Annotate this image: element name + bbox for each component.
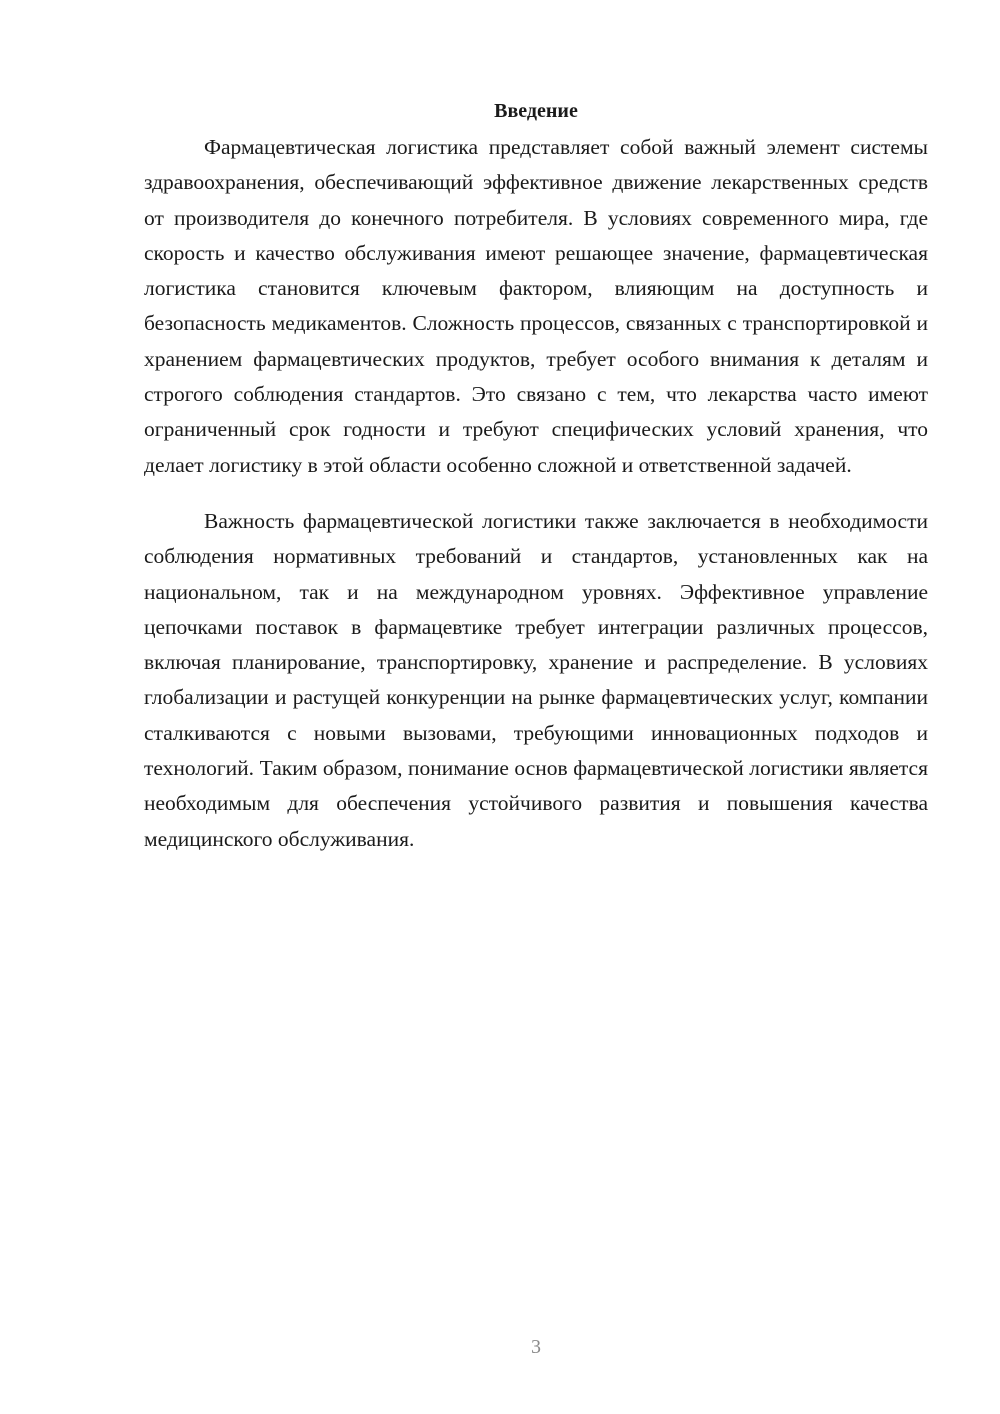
- page-number: 3: [531, 1336, 541, 1358]
- paragraph-1: Фармацевтическая логистика представляет собой важный элемент системы здравоохранения, обеспечивающий эффективное движение лекарственных средств от производителя до конечного потребителя. В условиях современного мира, где скорость и качество обслуживания имеют решающее значение, фармацевтическая логистика становится ключевым фактором, влияющим на доступность и безопасность медикаментов. Сложность процессов, связанных с транспортировкой и хранением фармацевтических продуктов, требует особого внимания к деталям и строгого соблюдения стандартов. Это связано с тем, что лекарства часто имеют ограниченный срок годности и требуют специфических условий хранения, что делает логистику в этой области особенно сложной и ответственной задачей.: [144, 135, 928, 477]
- paragraph-2: Важность фармацевтической логистики также заключается в необходимости соблюдения нормативных требований и стандартов, установленных как на национальном, так и на международном уровнях. Эффективное управление цепочками поставок в фармацевтике требует интеграции различных процессов, включая планирование, транспортировку, хранение и распределение. В условиях глобализации и растущей конкуренции на рынке фармацевтических услуг, компании сталкиваются с новыми вызовами, требующими инновационных подходов и технологий. Таким образом, понимание основ фармацевтической логистики является необходимым для обеспечения устойчивого развития и повышения качества медицинского обслуживания.: [144, 508, 928, 851]
- section-heading: Введение: [494, 100, 578, 122]
- page-content: [144, 96, 928, 857]
